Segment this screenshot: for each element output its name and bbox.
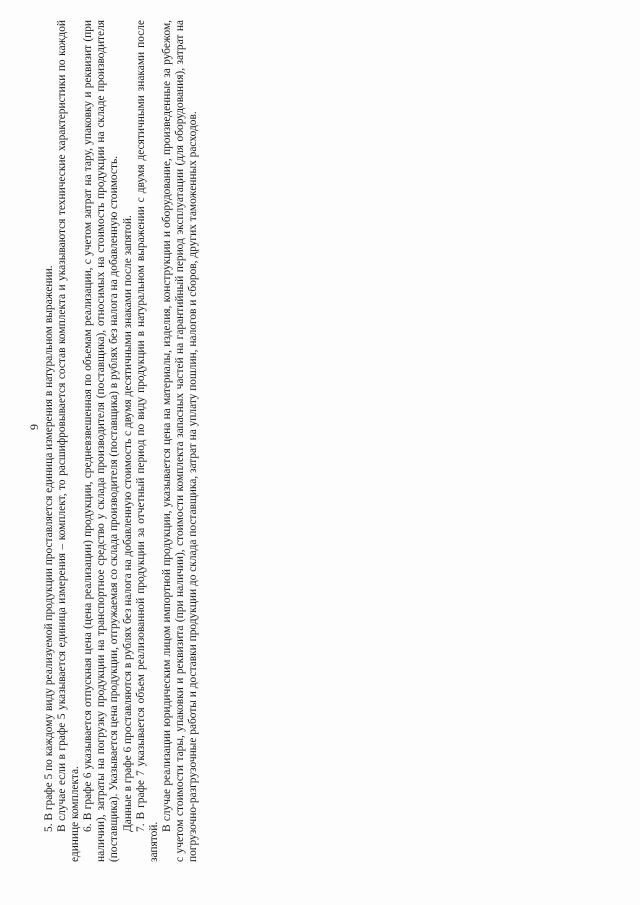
paragraph-graph-5-kit: В случае если в графе 5 указывается единица измерения – комплект, то расшифровывается состав комплекта и указываются технические характеристики по каждой единице комплекта. xyxy=(56,20,82,862)
paragraph-graph-6: 6. В графе 6 указывается отпускная цена (цена реализации) продукции, средневзвешенная по объемам реализации, с учетом затрат на тару, упаковку и реквизит (при наличии), затраты на погрузку продукции на транспортное средство у склада производителя (поставщика), относимых на стоимость продукции на складе производителя (поставщика). Указывается цена продукции, отгружаемая со склада производителя (поставщика) в рублях без налога на добавленную стоимость. xyxy=(82,20,121,862)
paragraph-graph-7: 7. В графе 7 указывается объем реализованной продукции за отчетный период по виду продукции в натуральном выражении с двумя десятичными знаками после запятой. xyxy=(134,20,160,862)
rotated-text-block xyxy=(27,20,243,862)
paragraph-import: В случае реализации юридическим лицом импортной продукции, указывается цена на материалы, изделия, конструкции и оборудование, произведенные за рубежом, с учетом стоимости тары, упаковки и реквизита (при наличии), стоимости комплекта запасных частей на гарантийный период эксплуатации (для оборудования), затрат на погрузочно-разгрузочные работы и доставки продукции до склада поставщика, затрат на уплату пошлин, налогов и сборов, других таможенных расходов. xyxy=(160,20,200,862)
page-number: 9 xyxy=(27,424,41,430)
paragraph-graph-6-data: Данные в графе 6 проставляются в рублях без налога на добавленную стоимость с двумя десятичными знаками после запятой. xyxy=(121,215,134,832)
paragraph-graph-5: 5. В графе 5 по каждому виду реализуемой продукции проставляется единица измерения в натуральном выражении. xyxy=(43,265,55,832)
